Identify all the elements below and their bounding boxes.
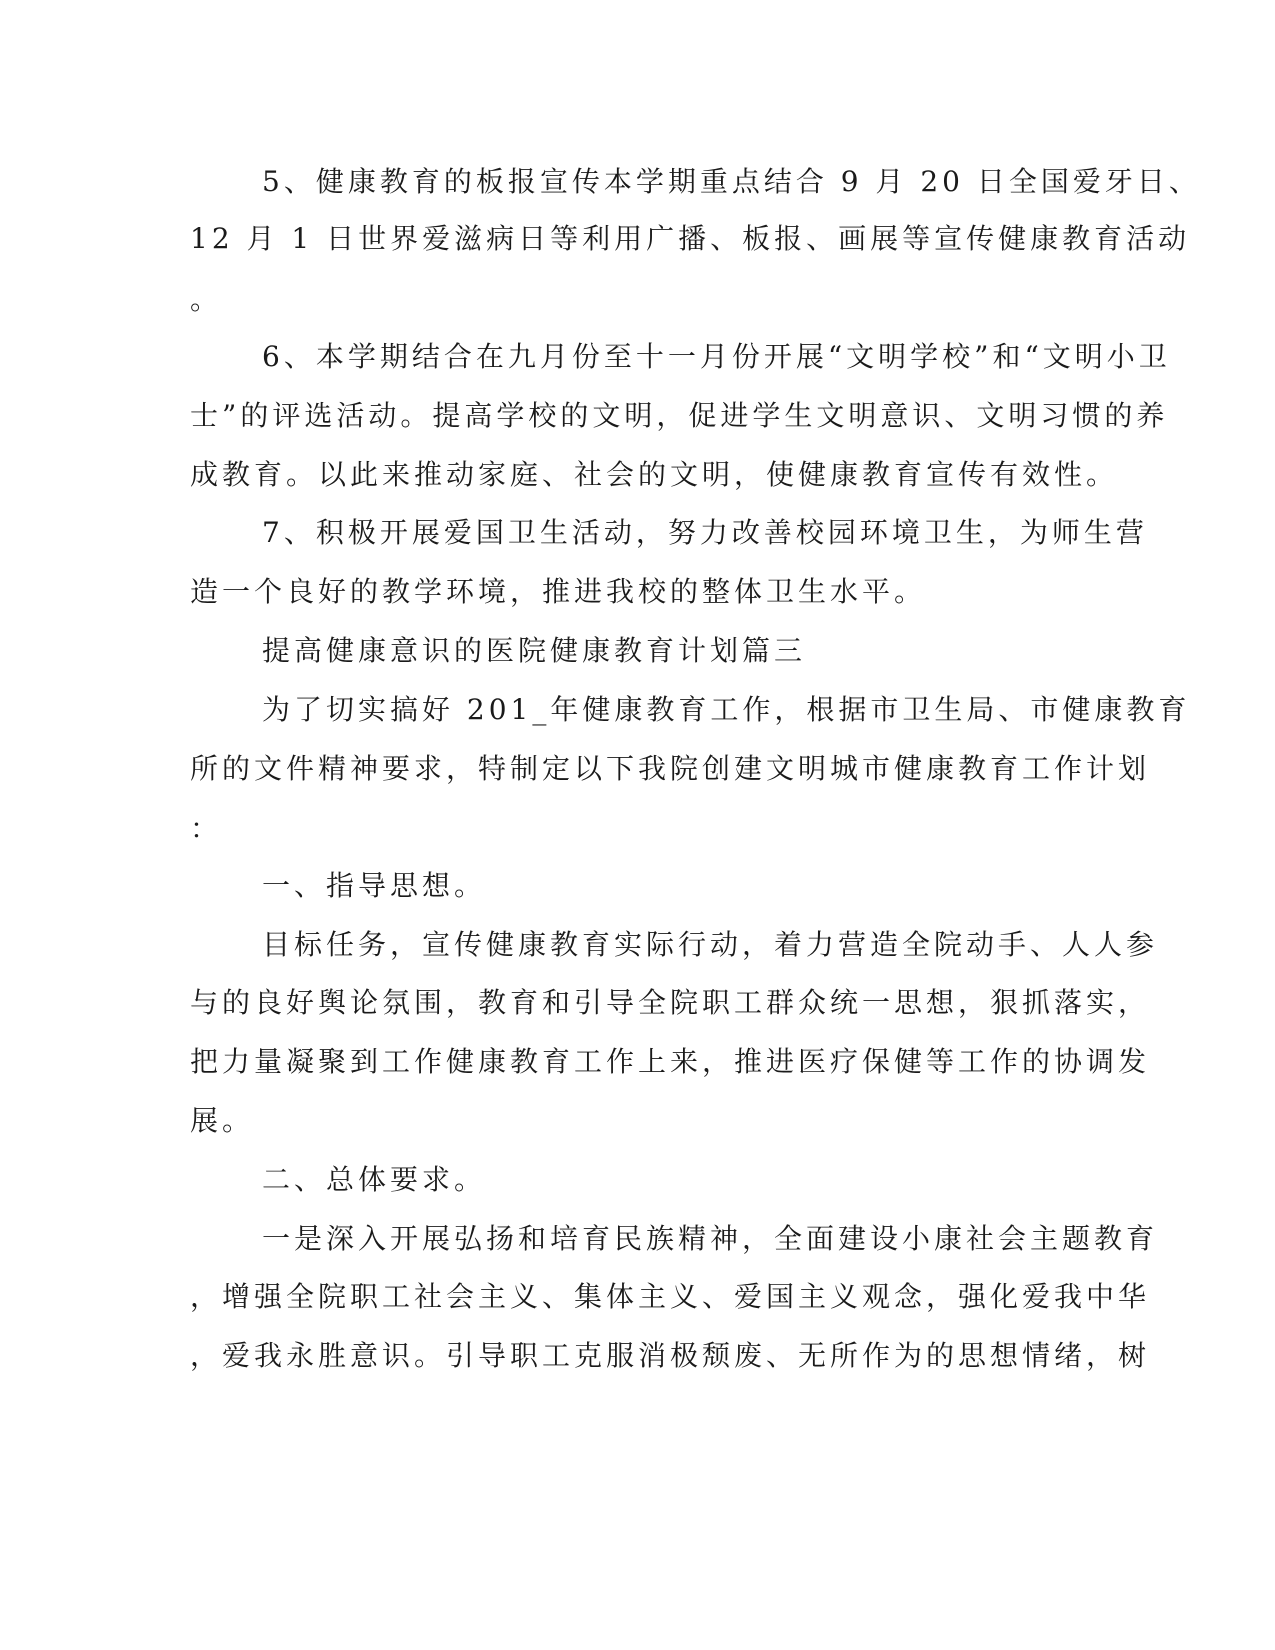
- text-line: 目标任务，宣传健康教育实际行动，着力营造全院动手、人人参: [262, 928, 1159, 961]
- text-line: ，爱我永胜意识。引导职工克服消极颓废、无所作为的思想情绪，树: [190, 1339, 1151, 1372]
- text-line: 把力量凝聚到工作健康教育工作上来，推进医疗保健等工作的协调发: [190, 1045, 1151, 1078]
- text-line: 所的文件精神要求，特制定以下我院创建文明城市健康教育工作计划: [190, 752, 1151, 785]
- text-line: 一是深入开展弘扬和培育民族精神，全面建设小康社会主题教育: [262, 1222, 1159, 1255]
- text-line: 造一个良好的教学环境，推进我校的整体卫生水平。: [190, 575, 927, 608]
- text-line: 12 月 1 日世界爱滋病日等利用广播、板报、画展等宣传健康教育活动: [190, 222, 1191, 255]
- text-line: 为了切实搞好 201_年健康教育工作，根据市卫生局、市健康教育: [262, 693, 1191, 726]
- text-line: 。: [190, 283, 223, 316]
- section-heading: 一、指导思想。: [262, 869, 487, 902]
- text-line: 士”的评选活动。提高学校的文明，促进学生文明意识、文明习惯的养: [190, 399, 1169, 432]
- text-line: 展。: [190, 1104, 255, 1137]
- text-line: 5、健康教育的板报宣传本学期重点结合 9 月 20 日全国爱牙日、: [262, 165, 1201, 198]
- section-heading: 提高健康意识的医院健康教育计划篇三: [262, 634, 807, 667]
- text-line: 7、积极开展爱国卫生活动，努力改善校园环境卫生，为师生营: [262, 516, 1148, 549]
- text-line: ：: [190, 812, 223, 845]
- text-line: ，增强全院职工社会主义、集体主义、爱国主义观念，强化爱我中华: [190, 1280, 1151, 1313]
- text-line: 成教育。以此来推动家庭、社会的文明，使健康教育宣传有效性。: [190, 458, 1119, 491]
- text-line: 6、本学期结合在九月份至十一月份开展“文明学校”和“文明小卫: [262, 340, 1171, 373]
- section-heading: 二、总体要求。: [262, 1163, 487, 1196]
- text-line: 与的良好舆论氛围，教育和引导全院职工群众统一思想，狠抓落实，: [190, 986, 1151, 1019]
